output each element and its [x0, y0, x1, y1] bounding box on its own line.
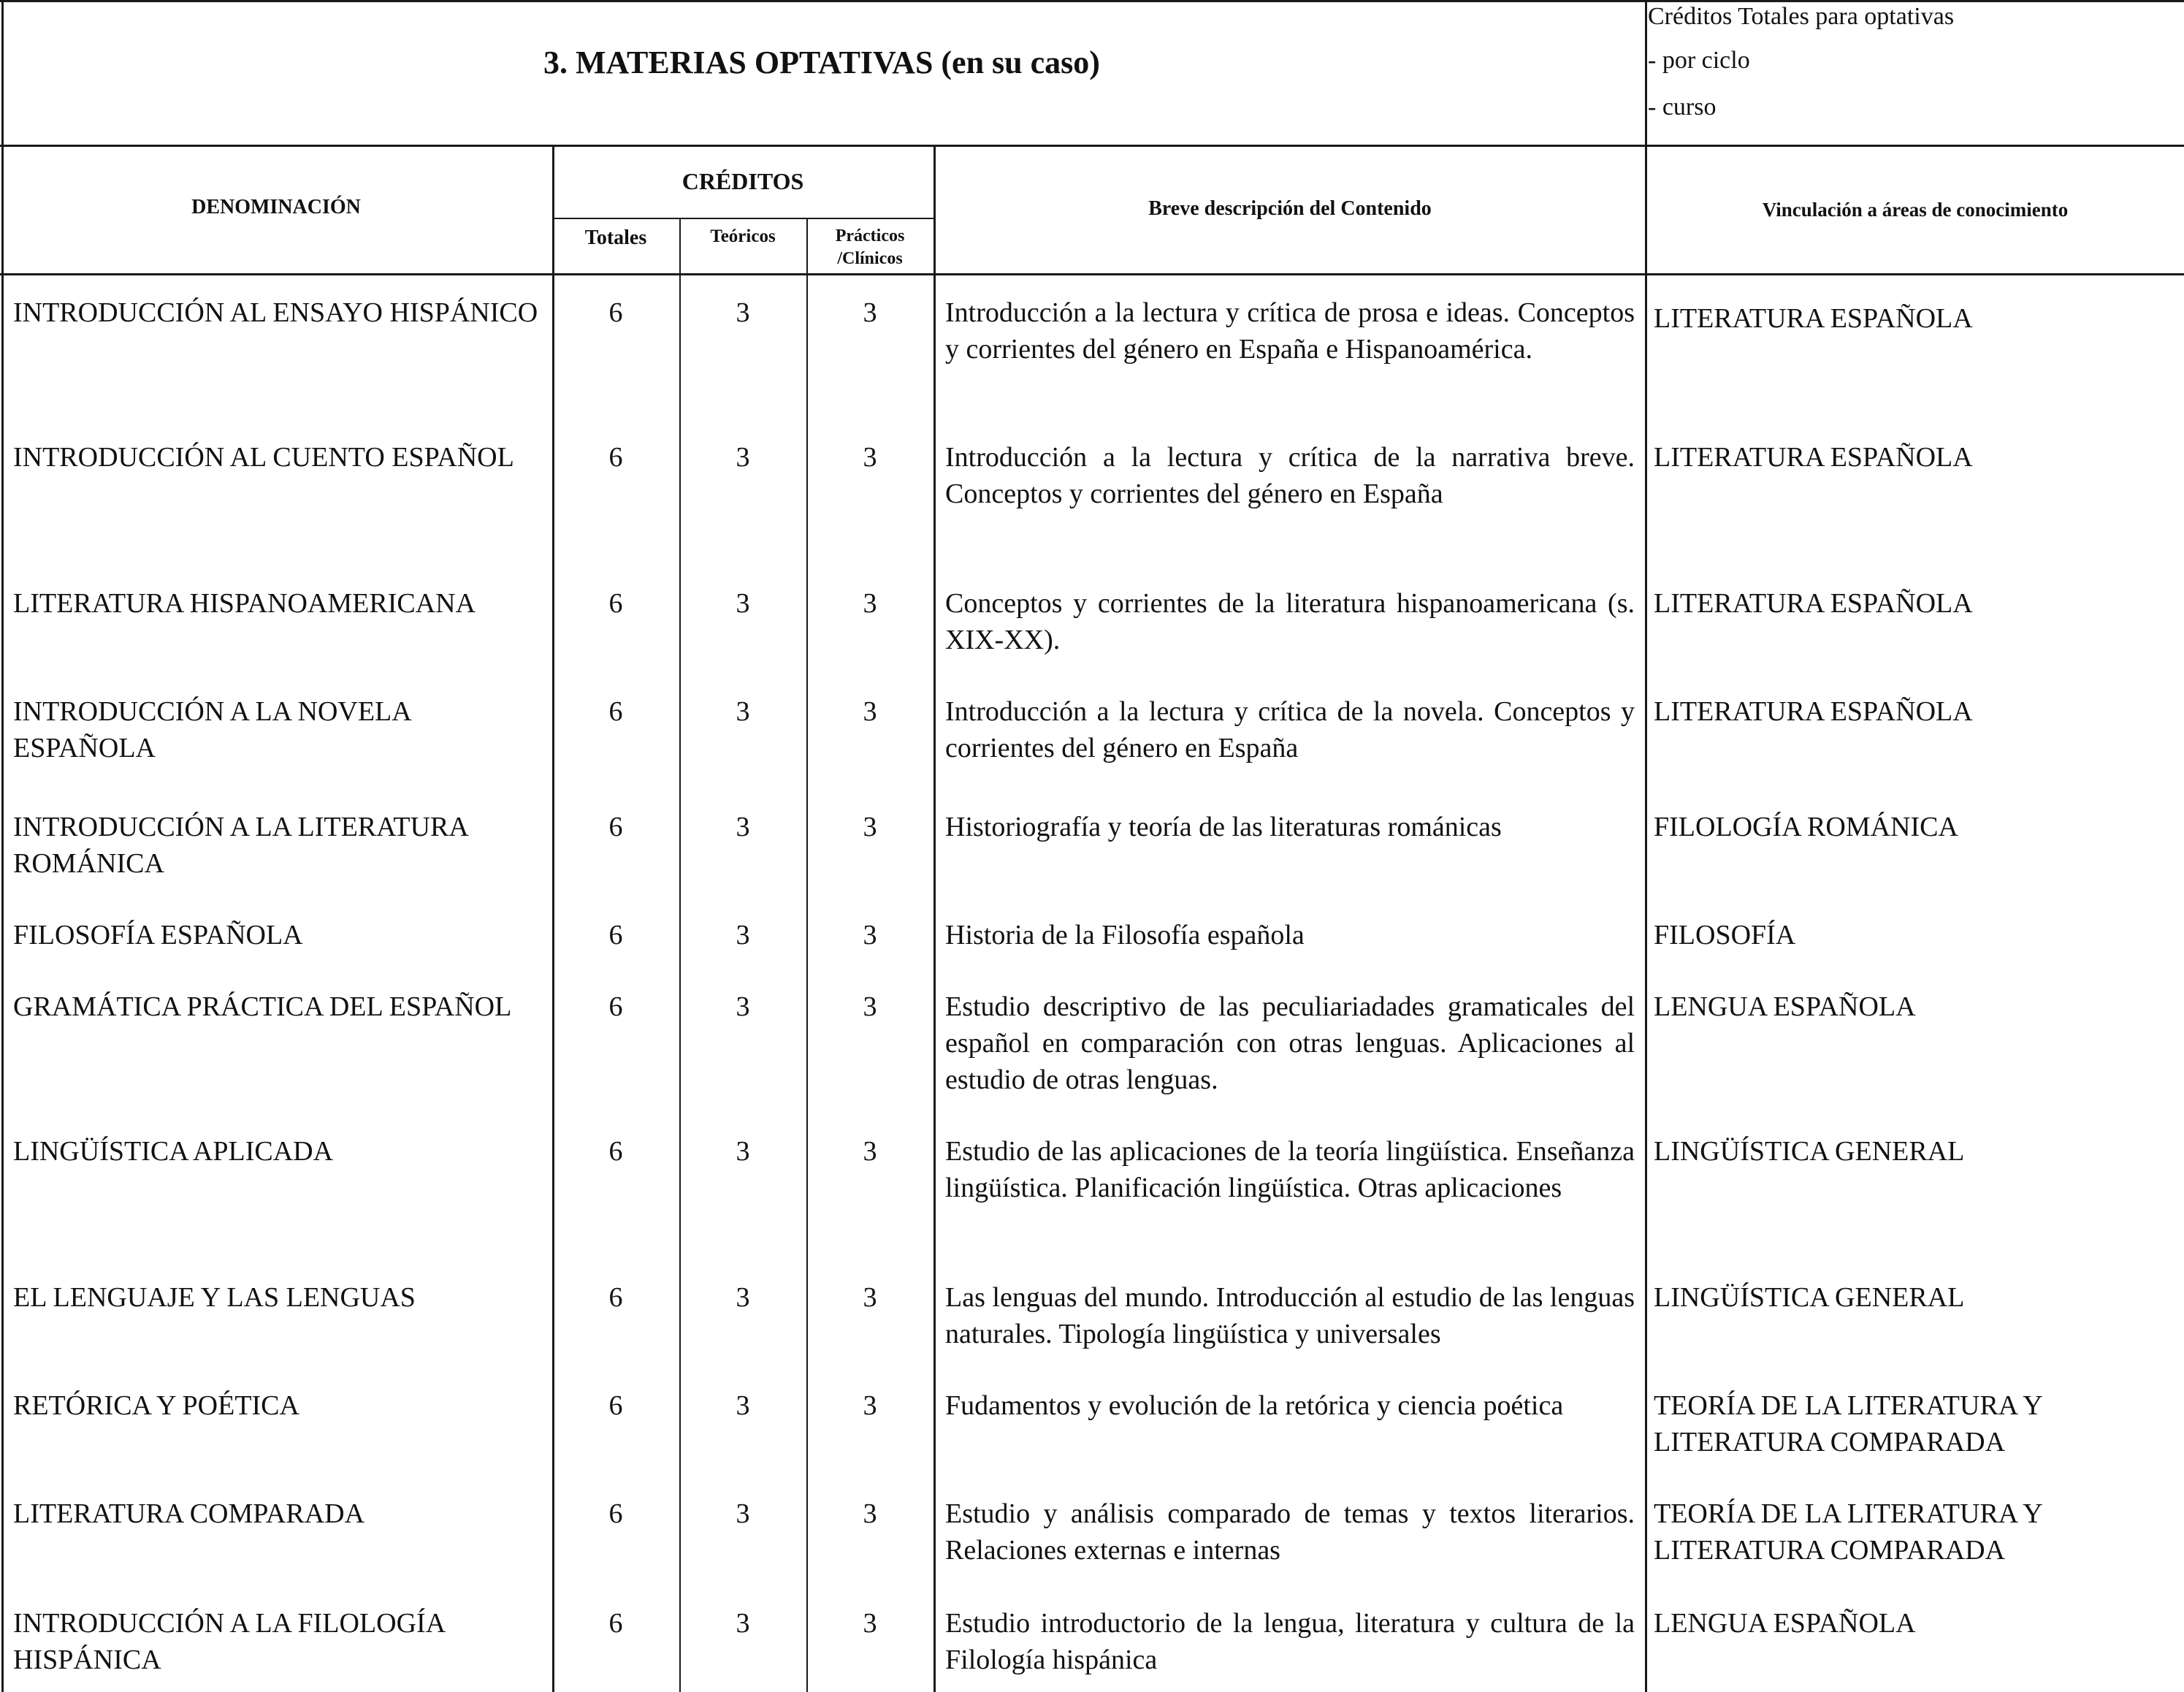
- credits-practice: 3: [863, 1498, 877, 1529]
- credits-practice: 3: [863, 991, 877, 1022]
- header-teoricos: Teóricos: [710, 226, 776, 246]
- subject-name: RETÓRICA Y POÉTICA: [13, 1390, 299, 1421]
- credits-practice: 3: [863, 1608, 877, 1639]
- credits-total: 6: [608, 588, 623, 619]
- credits-total: 6: [608, 1498, 623, 1529]
- subject-name: INTRODUCCIÓN A LA LITERATURA ROMÁNICA: [13, 812, 467, 879]
- header-descripcion: Breve descripción del Contenido: [1148, 197, 1432, 220]
- subject-description: Estudio introductorio de la lengua, literatura y cultura de la Filología hispánica: [945, 1608, 1635, 1675]
- credits-total: 6: [608, 812, 623, 842]
- credits-total: 6: [608, 1136, 623, 1167]
- rule-top: [0, 0, 2184, 2]
- subject-description: Estudio y análisis comparado de temas y textos literarios. Relaciones externas e internas: [945, 1498, 1635, 1566]
- credits-theory: 3: [736, 297, 750, 328]
- credits-theory: 3: [736, 588, 750, 619]
- credits-practice: 3: [863, 920, 877, 950]
- credits-practice: 3: [863, 442, 877, 473]
- credits-practice: 3: [863, 696, 877, 727]
- credits-total: 6: [608, 1608, 623, 1639]
- subject-name: FILOSOFÍA ESPAÑOLA: [13, 920, 303, 950]
- credits-theory: 3: [736, 1498, 750, 1529]
- subject-name: INTRODUCCIÓN AL ENSAYO HISPÁNICO: [13, 297, 538, 328]
- credits-total: 6: [608, 696, 623, 727]
- credits-total: 6: [608, 442, 623, 473]
- credits-practice: 3: [863, 812, 877, 842]
- credits-practice: 3: [863, 297, 877, 328]
- credits-theory: 3: [736, 442, 750, 473]
- subject-description: Estudio de las aplicaciones de la teoría lingüística. Enseñanza lingüística. Planificación lingüística. Otras aplicaciones: [945, 1136, 1635, 1203]
- subject-description: Introducción a la lectura y crítica de prosa e ideas. Conceptos y corrientes del género en España e Hispanoamérica.: [945, 297, 1635, 365]
- credits-theory: 3: [736, 1608, 750, 1639]
- rule-left: [1, 0, 4, 1692]
- rule-creditos-sub: [552, 218, 933, 219]
- subject-description: Historiografía y teoría de las literaturas románicas: [945, 812, 1502, 842]
- subject-description: Las lenguas del mundo. Introducción al estudio de las lenguas naturales. Tipología lingüística y universales: [945, 1282, 1635, 1349]
- credits-practice: 3: [863, 1136, 877, 1167]
- subject-name: INTRODUCCIÓN A LA FILOLOGÍA HISPÁNICA: [13, 1608, 445, 1675]
- header-totales: Totales: [584, 226, 647, 249]
- credits-theory: 3: [736, 991, 750, 1022]
- subject-name: LINGÜÍSTICA APLICADA: [13, 1136, 334, 1167]
- subject-description: Estudio descriptivo de las peculiariadades gramaticales del español en comparación con otras lenguas. Aplicaciones al estudio de otras lenguas.: [945, 991, 1635, 1095]
- credits-practice: 3: [863, 1390, 877, 1421]
- knowledge-area: LITERATURA ESPAÑOLA: [1654, 303, 1973, 334]
- knowledge-area: TEORÍA DE LA LITERATURA Y LITERATURA COMPARADA: [1654, 1390, 2042, 1457]
- credits-theory: 3: [736, 696, 750, 727]
- rule-section-bottom: [0, 145, 2184, 147]
- subject-name: INTRODUCCIÓN A LA NOVELA ESPAÑOLA: [13, 696, 411, 763]
- subject-name: LITERATURA COMPARADA: [13, 1498, 365, 1529]
- header-creditos: CRÉDITOS: [681, 168, 804, 194]
- knowledge-area: LITERATURA ESPAÑOLA: [1654, 696, 1973, 727]
- header-denominacion: DENOMINACIÓN: [191, 196, 361, 218]
- credits-practice: 3: [863, 588, 877, 619]
- credits-theory: 3: [736, 1390, 750, 1421]
- credits-theory: 3: [736, 920, 750, 950]
- subject-name: EL LENGUAJE Y LAS LENGUAS: [13, 1282, 416, 1313]
- section-title: 3. MATERIAS OPTATIVAS (en su caso): [543, 45, 1100, 80]
- credits-total-label: Créditos Totales para optativas: [1648, 3, 1955, 30]
- knowledge-area: LITERATURA ESPAÑOLA: [1654, 588, 1973, 619]
- knowledge-area: FILOSOFÍA: [1654, 920, 1796, 950]
- subject-description: Introducción a la lectura y crítica de la narrativa breve. Conceptos y corrientes del género en España: [945, 442, 1635, 509]
- header-vinculacion: Vinculación a áreas de conocimiento: [1762, 199, 2069, 221]
- subject-description: Historia de la Filosofía española: [945, 920, 1305, 950]
- credits-total: 6: [608, 1282, 623, 1313]
- knowledge-area: LENGUA ESPAÑOLA: [1654, 991, 1916, 1022]
- subject-name: INTRODUCCIÓN AL CUENTO ESPAÑOL: [13, 442, 514, 473]
- subject-name: LITERATURA HISPANOAMERICANA: [13, 588, 476, 619]
- knowledge-area: LINGÜÍSTICA GENERAL: [1654, 1282, 1965, 1313]
- subject-description: Fudamentos y evolución de la retórica y ciencia poética: [945, 1390, 1564, 1421]
- subject-description: Conceptos y corrientes de la literatura hispanoamericana (s. XIX-XX).: [945, 588, 1635, 655]
- credits-total: 6: [608, 920, 623, 950]
- credits-total: 6: [608, 297, 623, 328]
- knowledge-area: FILOLOGÍA ROMÁNICA: [1654, 812, 1958, 842]
- subject-description: Introducción a la lectura y crítica de la novela. Conceptos y corrientes del género en España: [945, 696, 1635, 763]
- knowledge-area: LINGÜÍSTICA GENERAL: [1654, 1136, 1965, 1167]
- rule-col-area: [1645, 0, 1647, 1692]
- credits-per-cycle: - por ciclo: [1648, 47, 1750, 74]
- header-practicos: [806, 225, 933, 270]
- credits-practice: 3: [863, 1282, 877, 1313]
- rule-header-bottom: [0, 273, 2184, 275]
- subject-name: GRAMÁTICA PRÁCTICA DEL ESPAÑOL: [13, 991, 512, 1022]
- credits-theory: 3: [736, 1136, 750, 1167]
- credits-theory: 3: [736, 812, 750, 842]
- knowledge-area: LENGUA ESPAÑOLA: [1654, 1608, 1916, 1639]
- knowledge-area: LITERATURA ESPAÑOLA: [1654, 442, 1973, 473]
- header-practicos-line2: /Clínicos: [837, 249, 903, 268]
- credits-per-course: - curso: [1648, 94, 1717, 121]
- rule-col-descripcion: [933, 145, 936, 1692]
- credits-total: 6: [608, 991, 623, 1022]
- knowledge-area: TEORÍA DE LA LITERATURA Y LITERATURA COMPARADA: [1654, 1498, 2042, 1566]
- credits-theory: 3: [736, 1282, 750, 1313]
- header-practicos-line1: Prácticos: [835, 226, 905, 245]
- credits-total: 6: [608, 1390, 623, 1421]
